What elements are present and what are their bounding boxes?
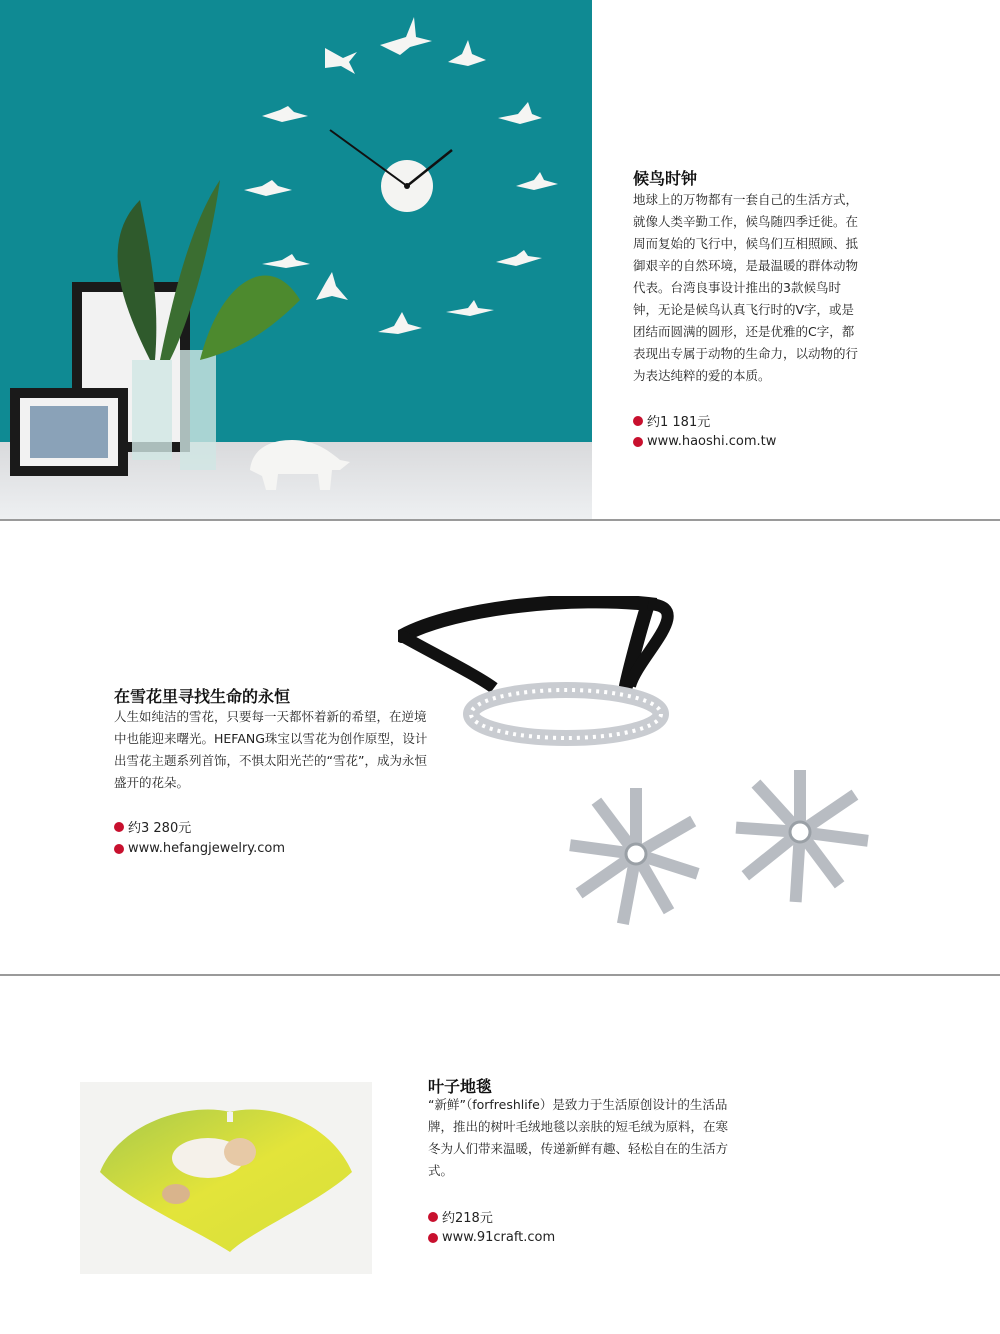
article-title: 在雪花里寻找生命的永恒 — [114, 687, 291, 706]
article-title: 叶子地毯 — [428, 1077, 493, 1096]
url-link[interactable]: www.hefangjewelry.com — [128, 841, 286, 856]
price-text: 约218元 — [442, 1211, 493, 1226]
leaf-rug-photo — [80, 1082, 372, 1274]
article-body: “新鲜”（forfreshlife）是致力于生活原创设计的生活品牌，推出的树叶毛绒地毯以亲肤的短毛绒为原料，在寒冬为人们带来温暖，传递新鲜有趣、轻松自在的生活方式。 — [428, 1097, 729, 1178]
web-icon — [114, 844, 124, 854]
price-icon — [114, 822, 124, 832]
divider — [0, 974, 1000, 976]
price-line — [428, 1206, 493, 1227]
price-line — [633, 410, 710, 431]
price-text: 约1 181元 — [647, 415, 711, 430]
url-line — [428, 1227, 555, 1248]
url-line — [633, 431, 776, 452]
divider — [0, 519, 1000, 521]
price-icon — [633, 416, 643, 426]
article-body: 地球上的万物都有一套自己的生活方式，就像人类辛勤工作，候鸟随四季迁徙。在周而复始的飞行中，候鸟们互相照顾、抵御艰辛的自然环境，是最温暖的群体动物代表。台湾良事设计推出的3款候鸟时钟，无论是候鸟认真飞行时的V字，或是团结而圆满的圆形，还是优雅的C字，都表现出专属于动物的生命力，以动物的行为表达纯粹的爱的本质。 — [633, 192, 859, 383]
web-icon — [428, 1233, 438, 1243]
url-link[interactable]: www.91craft.com — [442, 1230, 556, 1245]
snowflake-jewelry-photo — [398, 596, 888, 946]
url-link[interactable]: www.haoshi.com.tw — [647, 434, 777, 449]
article-title: 候鸟时钟 — [633, 169, 698, 188]
price-line — [114, 816, 191, 837]
article-body: 人生如纯洁的雪花，只要每一天都怀着新的希望，在逆境中也能迎来曙光。HEFANG珠宝以雪花为创作原型，设计出雪花主题系列首饰，不惧太阳光芒的“雪花”，成为永恒盛开的花朵。 — [114, 709, 428, 790]
url-line — [114, 838, 285, 859]
web-icon — [633, 437, 643, 447]
price-icon — [428, 1212, 438, 1222]
bird-clock-photo — [0, 0, 592, 520]
price-text: 约3 280元 — [128, 821, 192, 836]
